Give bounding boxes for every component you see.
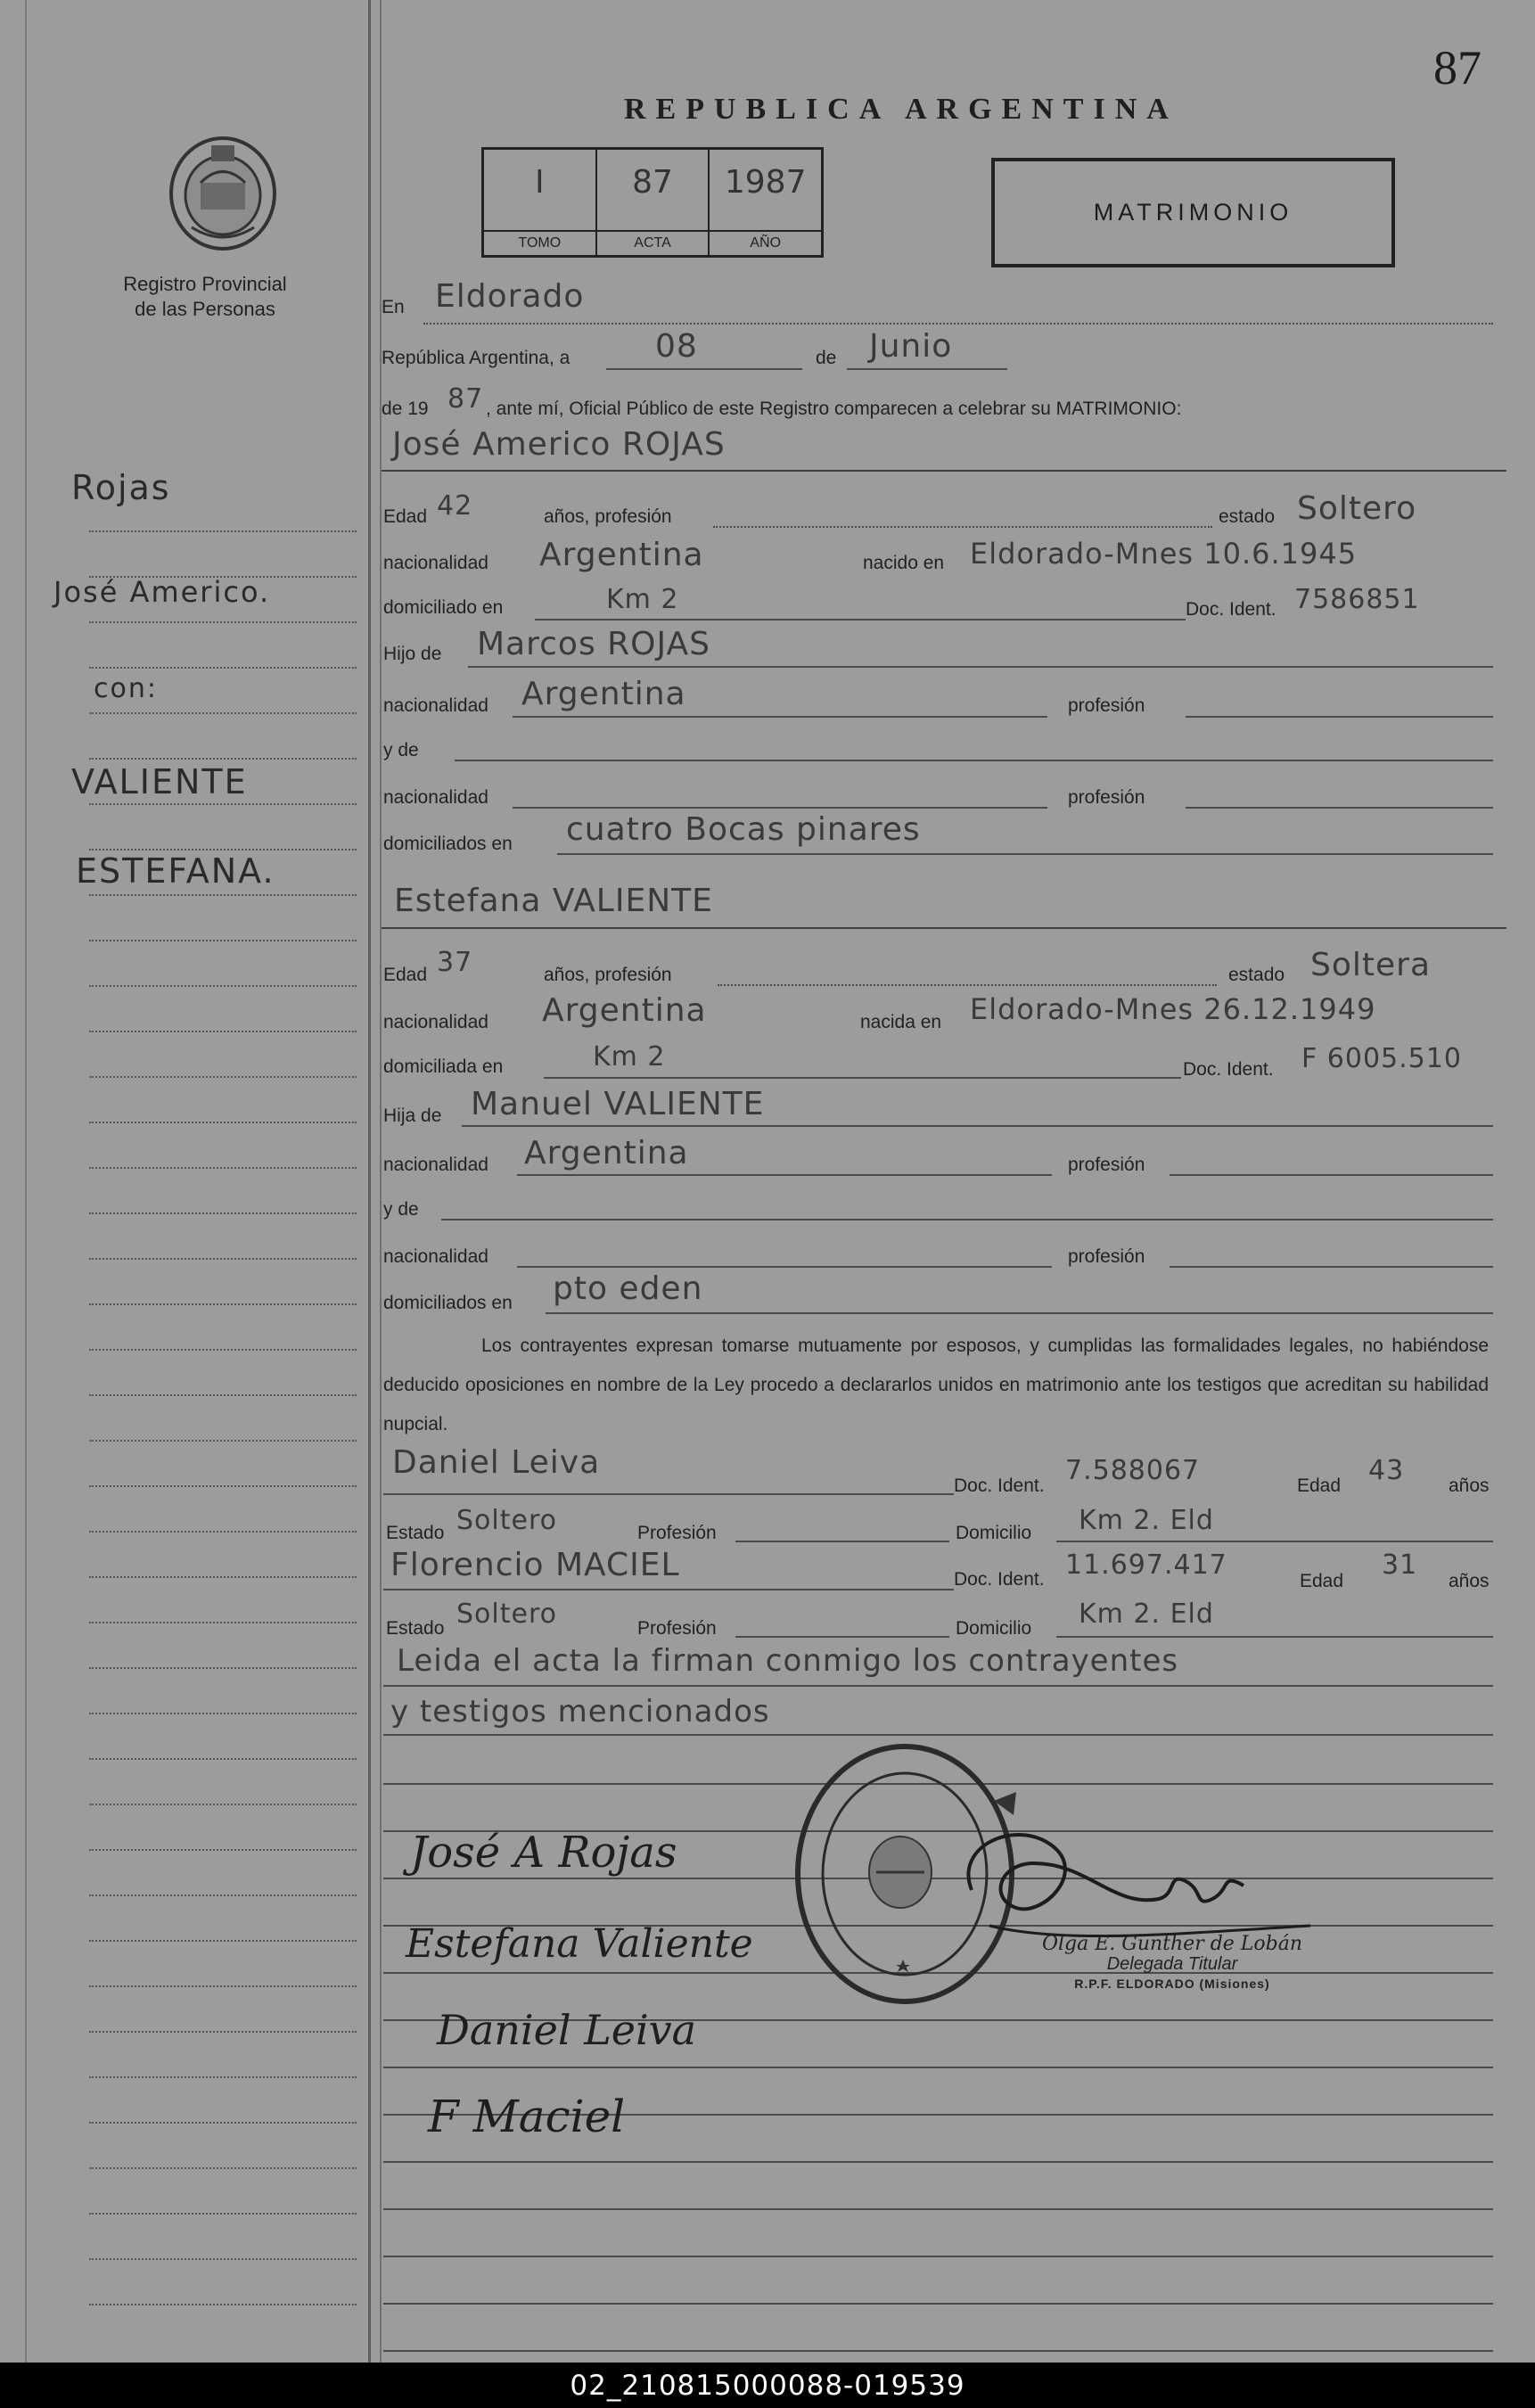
signature-ruled-line (383, 2161, 1493, 2163)
declaration-text: Los contrayentes expresan tomarse mutuamente por esposos, y cumplidas las formalidades legales, no habiéndose deducido oposiciones en nombre de la Ley procedo a declararlos unidos en matrimonio ante los testigos que acreditan su habilidad nupcial. (383, 1335, 1489, 1434)
witness1-estado: Soltero (456, 1505, 557, 1536)
bride-lugar-nac: Eldorado-Mnes 26.12.1949 (970, 992, 1376, 1026)
margin-ruled-line (89, 621, 357, 623)
acta-value: 87 (632, 164, 673, 201)
bride-dom-label: domiciliada en (383, 1056, 504, 1077)
margin-rule-outer (25, 0, 27, 2363)
margin-ruled-line (89, 1485, 357, 1487)
groom-padre-prof-line (1186, 716, 1493, 718)
margin-ruled-line (89, 1303, 357, 1305)
bride-madre-nac-line (517, 1266, 1052, 1268)
bride-madre-nac-label: nacionalidad (383, 1246, 488, 1267)
bride-nacionalidad: Argentina (542, 992, 707, 1029)
witness2-signature: F Maciel (428, 2091, 626, 2142)
margin-ruled-line (89, 2304, 357, 2305)
witness2-name: Florencio MACIEL (390, 1547, 680, 1583)
groom-domicilio: Km 2 (606, 584, 679, 615)
margin-ruled-line (89, 2031, 357, 2033)
margin-ruled-line (89, 1031, 357, 1032)
margin-ruled-line (89, 849, 357, 851)
month-line (847, 368, 1007, 370)
closing-line-1-rule (383, 1685, 1493, 1687)
bride-madre-prof-label: profesión (1068, 1246, 1145, 1267)
registry-line-1: Registro Provincial (123, 273, 287, 295)
groom-edad-label: Edad (383, 506, 428, 527)
registry-line-2: de las Personas (135, 298, 275, 320)
witness1-estado-label: Estado (386, 1523, 445, 1543)
bride-padre-line (462, 1125, 1493, 1127)
official-role: Delegada Titular (1106, 1954, 1238, 1974)
margin-ruled-line (89, 758, 357, 760)
groom-madre-prof-line (1186, 807, 1493, 809)
signature-ruled-line (383, 2208, 1493, 2210)
margin-ruled-line (89, 1167, 357, 1169)
margin-ruled-line (89, 1122, 357, 1123)
groom-profesion-line (713, 526, 1212, 528)
bride-padre-prof-label: profesión (1068, 1155, 1145, 1175)
witness1-edad-label: Edad (1297, 1475, 1342, 1496)
groom-nac-label: nacionalidad (383, 553, 488, 573)
bride-doms-label: domiciliados en (383, 1293, 513, 1313)
witness1-edad: 43 (1368, 1455, 1405, 1486)
margin-ruled-line (89, 1258, 357, 1260)
margin-ruled-line (89, 1667, 357, 1669)
scan-code-footer: 02_210815000088-019539 (0, 2363, 1535, 2408)
groom-padre-nac-line (513, 716, 1047, 718)
official-block (1016, 1935, 1328, 1993)
republica-label: República Argentina, a (382, 348, 570, 368)
margin-ruled-line (89, 940, 357, 941)
groom-doc-label: Doc. Ident. (1186, 599, 1276, 620)
witness2-edad: 31 (1382, 1549, 1418, 1581)
official-signature-icon (936, 1810, 1319, 1952)
margin-ruled-line (89, 2076, 357, 2078)
witness2-prof-label: Profesión (637, 1618, 717, 1639)
witness2-dom-line (1056, 1636, 1493, 1638)
margin-ruled-line (89, 2258, 357, 2260)
witness2-edad-label: Edad (1300, 1571, 1344, 1591)
witness1-signature: Daniel Leiva (437, 2006, 697, 2054)
bride-padres-dom-line (546, 1312, 1493, 1314)
groom-padre: Marcos ROJAS (477, 626, 710, 662)
groom-yde-label: y de (383, 740, 419, 760)
witness1-anos-label: años (1449, 1475, 1490, 1496)
margin-ruled-line (89, 1076, 357, 1078)
groom-padres-dom-line (557, 853, 1493, 855)
acta-label: ACTA (597, 230, 709, 255)
margin-ruled-line (89, 667, 357, 669)
witness2-name-line (383, 1589, 954, 1590)
witness2-doc-label: Doc. Ident. (954, 1569, 1045, 1590)
margin-ruled-line (89, 803, 357, 805)
bride-doc: F 6005.510 (1301, 1043, 1462, 1074)
groom-name: José Americo ROJAS (392, 426, 726, 463)
bride-madre-line (441, 1219, 1493, 1220)
bride-edad: 37 (437, 947, 473, 978)
margin-ruled-line (89, 1940, 357, 1942)
groom-doc: 7586851 (1294, 584, 1420, 615)
margin-note-line1: Rojas (71, 468, 171, 507)
bride-padre-nac: Argentina (524, 1135, 689, 1171)
page-number: 87 (1433, 41, 1482, 95)
margin-ruled-line (89, 1576, 357, 1578)
margin-ruled-line (89, 2213, 357, 2215)
bride-edad-label: Edad (383, 965, 428, 985)
groom-madre-prof-label: profesión (1068, 787, 1145, 808)
place-line (423, 323, 1493, 325)
groom-nacionalidad: Argentina (539, 537, 704, 573)
groom-domicilio-line (535, 619, 1186, 620)
groom-anos-profesion-label: años, profesión (544, 506, 672, 527)
bride-madre-prof-line (1170, 1266, 1493, 1268)
place-value: Eldorado (435, 278, 585, 315)
day-line (606, 368, 802, 370)
groom-padre-prof-label: profesión (1068, 695, 1145, 716)
en-label: En (382, 297, 405, 317)
bride-estado-label: estado (1228, 965, 1285, 985)
official-name: Olga E. Günther de Lobán (1041, 1933, 1303, 1955)
bride-hija-label: Hija de (383, 1105, 442, 1126)
year-prefix: de 19 (382, 399, 429, 419)
witness2-prof-line (735, 1636, 949, 1638)
margin-ruled-line (89, 1440, 357, 1442)
margin-rule-inner (368, 0, 371, 2363)
margin-ruled-line (89, 1985, 357, 1987)
margin-ruled-line (89, 1212, 357, 1214)
official-office: R.P.F. ELDORADO (Misiones) (1074, 1977, 1270, 1991)
bride-padre-nac-line (517, 1174, 1052, 1176)
margin-note-line4: VALIENTE (71, 762, 248, 801)
margin-ruled-line (89, 712, 357, 714)
margin-ruled-line (89, 985, 357, 987)
witness2-domicilio: Km 2. Eld (1079, 1598, 1214, 1630)
margin-ruled-line (89, 894, 357, 896)
tomo-cell (484, 150, 597, 255)
witness1-prof-line (735, 1541, 949, 1542)
bride-padre: Manuel VALIENTE (471, 1086, 765, 1122)
margin-ruled-line (89, 1894, 357, 1896)
anio-cell (710, 150, 821, 255)
preamble-text: , ante mí, Oficial Público de este Registro comparecen a celebrar su MATRIMONIO: (486, 399, 1182, 419)
margin-ruled-line (89, 1349, 357, 1351)
signature-ruled-line (383, 2303, 1493, 2305)
anio-value: 1987 (724, 164, 807, 201)
groom-madre-line (455, 760, 1493, 761)
groom-dom-label: domiciliado en (383, 597, 504, 618)
margin-ruled-line (89, 1849, 357, 1851)
acta-cell (597, 150, 710, 255)
witness2-doc: 11.697.417 (1065, 1549, 1227, 1581)
groom-estado-label: estado (1219, 506, 1276, 527)
margin-ruled-line (89, 1531, 357, 1533)
groom-lugar-nac: Eldorado-Mnes 10.6.1945 (970, 537, 1358, 571)
bride-name: Estefana VALIENTE (394, 883, 713, 919)
margin-note-line2: José Americo. (53, 575, 271, 609)
closing-line-2: y testigos mencionados (390, 1694, 770, 1730)
bride-estado: Soltera (1310, 947, 1432, 983)
tomo-label: TOMO (484, 230, 595, 255)
groom-madre-nac-label: nacionalidad (383, 787, 488, 808)
margin-ruled-line (89, 1804, 357, 1805)
country-title: REPUBLICA ARGENTINA (624, 93, 1178, 126)
registry-name (53, 272, 357, 322)
margin-ruled-line (89, 530, 357, 532)
year-suffix: 87 (447, 383, 484, 415)
signature-ruled-line (383, 2256, 1493, 2257)
witness2-anos-label: años (1449, 1571, 1490, 1591)
de-label: de (816, 348, 837, 368)
bride-yde-label: y de (383, 1199, 419, 1220)
bride-name-line (382, 927, 1506, 929)
margin-note-line5: ESTEFANA. (76, 851, 275, 891)
witness1-dom-label: Domicilio (956, 1523, 1032, 1543)
signature-ruled-line (383, 2350, 1493, 2352)
groom-madre-nac-line (513, 807, 1047, 809)
anio-label: AÑO (710, 230, 821, 255)
margin-ruled-line (89, 1713, 357, 1714)
groom-padre-line (468, 666, 1493, 668)
groom-padre-nac-label: nacionalidad (383, 695, 488, 716)
witness1-doc-label: Doc. Ident. (954, 1475, 1045, 1496)
day-value: 08 (655, 328, 698, 365)
record-number-box (481, 147, 824, 258)
groom-padre-nac: Argentina (521, 676, 686, 712)
witness1-domicilio: Km 2. Eld (1079, 1505, 1214, 1536)
groom-signature: José A Rojas (410, 1828, 677, 1878)
bride-padre-prof-line (1170, 1174, 1493, 1176)
bride-padre-nac-label: nacionalidad (383, 1155, 488, 1175)
margin-ruled-line (89, 1758, 357, 1760)
groom-padres-dom: cuatro Bocas pinares (566, 811, 921, 848)
bride-signature: Estefana Valiente (406, 1921, 753, 1967)
margin-ruled-line (89, 2167, 357, 2169)
bride-anos-profesion-label: años, profesión (544, 965, 672, 985)
provincial-seal-icon (165, 129, 281, 254)
bride-padres-dom: pto eden (553, 1270, 703, 1307)
groom-edad: 42 (437, 490, 473, 522)
witness1-dom-line (1056, 1541, 1493, 1542)
witness1-name-line (383, 1493, 954, 1495)
groom-estado: Soltero (1297, 490, 1417, 527)
groom-doms-label: domiciliados en (383, 834, 513, 854)
signature-ruled-line (383, 2067, 1493, 2068)
month-value: Junio (869, 328, 953, 365)
bride-profesion-line (718, 984, 1217, 986)
groom-hijo-label: Hijo de (383, 644, 442, 664)
margin-ruled-line (89, 1394, 357, 1396)
margin-ruled-line (89, 1622, 357, 1623)
margin-ruled-line (89, 576, 357, 578)
witness1-name: Daniel Leiva (392, 1444, 601, 1481)
closing-line-1: Leida el acta la firman conmigo los contrayentes (397, 1643, 1179, 1679)
bride-doc-label: Doc. Ident. (1183, 1059, 1274, 1080)
groom-name-line (382, 470, 1506, 472)
witness1-prof-label: Profesión (637, 1523, 717, 1543)
witness2-estado-label: Estado (386, 1618, 445, 1639)
tomo-value: I (535, 164, 545, 201)
bride-domicilio-line (544, 1077, 1181, 1079)
bride-domicilio: Km 2 (593, 1041, 666, 1073)
witness1-doc: 7.588067 (1065, 1455, 1201, 1486)
margin-note-line3: con: (94, 673, 158, 704)
act-type-box: MATRIMONIO (991, 158, 1395, 267)
groom-nacido-label: nacido en (863, 553, 945, 573)
closing-line-2-rule (383, 1734, 1493, 1736)
witness2-dom-label: Domicilio (956, 1618, 1032, 1639)
bride-nacida-label: nacida en (860, 1012, 942, 1032)
bride-nac-label: nacionalidad (383, 1012, 488, 1032)
margin-ruled-line (89, 2122, 357, 2124)
witness2-estado: Soltero (456, 1598, 557, 1630)
